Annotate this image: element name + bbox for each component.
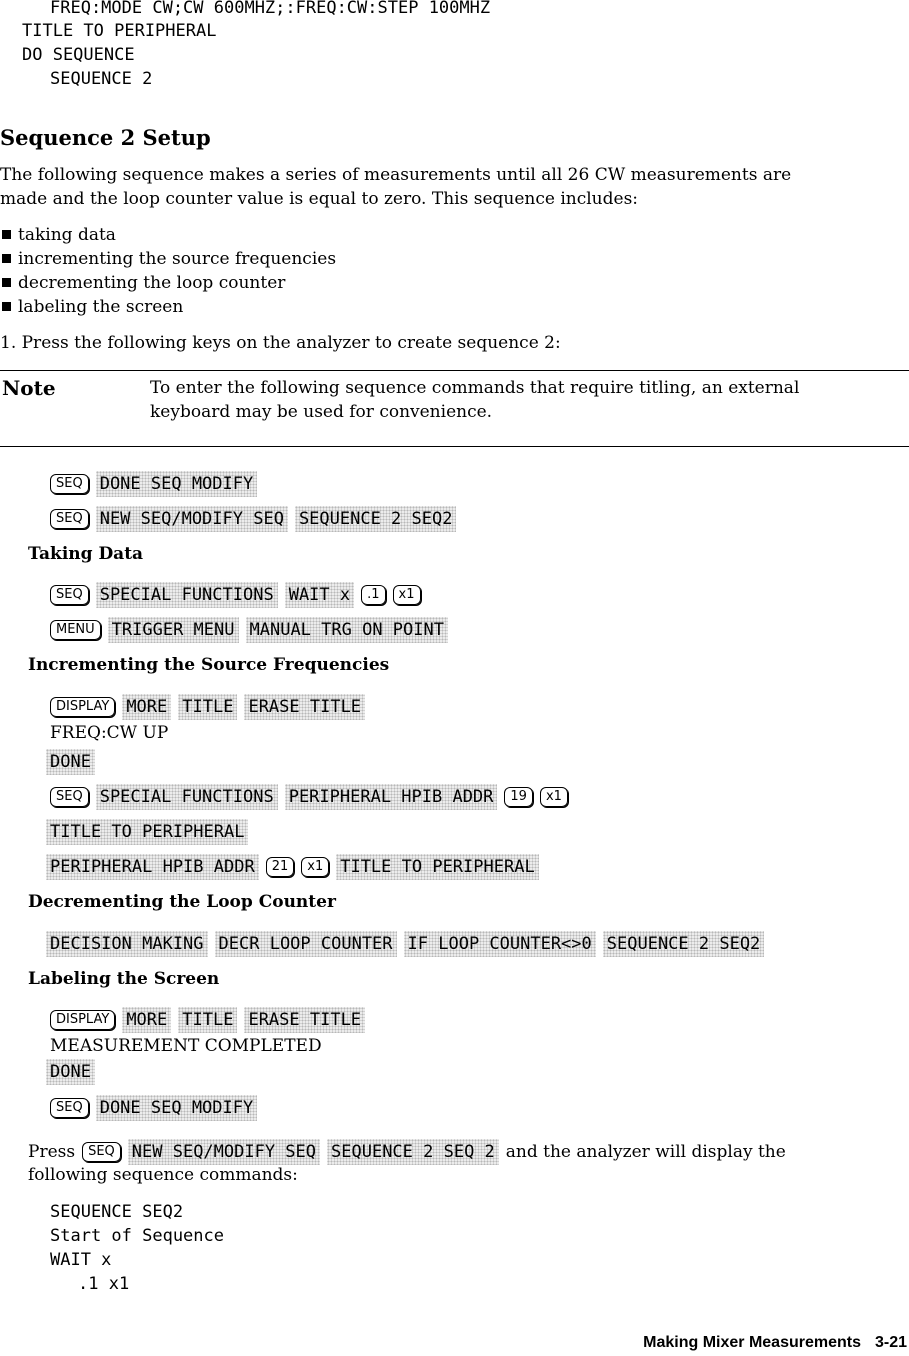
softkey-more[interactable]: MORE — [122, 694, 171, 720]
code-line: .1 x1 — [78, 1274, 130, 1294]
typed-title: MEASUREMENT COMPLETED — [50, 1036, 322, 1056]
subheading: Decrementing the Loop Counter — [28, 892, 336, 912]
key-sequence — [50, 1095, 257, 1121]
subheading: Taking Data — [28, 544, 144, 564]
key-sequence — [50, 1007, 365, 1033]
softkey-title[interactable]: TITLE — [178, 1007, 237, 1033]
softkey-new-seq-modify-seq[interactable]: NEW SEQ/MODIFY SEQ — [128, 1139, 320, 1165]
bullet-icon — [2, 278, 11, 287]
softkey-done-seq-modify[interactable]: DONE SEQ MODIFY — [96, 1095, 258, 1121]
nineteen-key[interactable]: 19 — [504, 787, 533, 807]
bullet-icon — [2, 254, 11, 263]
code-line: WAIT x — [50, 1250, 112, 1270]
code-line: Start of Sequence — [50, 1226, 224, 1246]
seq-key[interactable]: SEQ — [50, 787, 89, 807]
softkey-peripheral-hpib-addr[interactable]: PERIPHERAL HPIB ADDR — [285, 784, 498, 810]
intro-text: The following sequence makes a series of measurements until all 26 CW measurements are — [0, 165, 792, 185]
softkey-title[interactable]: TITLE — [178, 694, 237, 720]
display-key[interactable]: DISPLAY — [50, 1010, 115, 1030]
footer-title: Making Mixer Measurements — [643, 1334, 861, 1351]
softkey-title-to-peripheral[interactable]: TITLE TO PERIPHERAL — [46, 819, 248, 845]
divider — [0, 446, 909, 447]
x1-key[interactable]: x1 — [393, 585, 421, 605]
note-text: To enter the following sequence commands that require titling, an external — [150, 378, 800, 398]
list-item: incrementing the source frequencies — [2, 249, 336, 269]
softkey-done[interactable]: DONE — [46, 1059, 95, 1085]
press-instruction — [28, 1139, 786, 1165]
softkey-decr-loop-counter[interactable]: DECR LOOP COUNTER — [215, 931, 397, 957]
bullet-icon — [2, 302, 11, 311]
press-text-line2: following sequence commands: — [28, 1165, 298, 1185]
key-sequence — [46, 819, 248, 845]
key-sequence — [46, 931, 764, 957]
softkey-trigger-menu[interactable]: TRIGGER MENU — [108, 617, 239, 643]
seq-key[interactable]: SEQ — [50, 509, 89, 529]
list-item: taking data — [2, 225, 116, 245]
softkey-title-to-peripheral[interactable]: TITLE TO PERIPHERAL — [336, 854, 538, 880]
softkey-new-seq-modify-seq[interactable]: NEW SEQ/MODIFY SEQ — [96, 506, 288, 532]
softkey-erase-title[interactable]: ERASE TITLE — [244, 694, 365, 720]
softkey-if-loop-counter[interactable]: IF LOOP COUNTER<>0 — [404, 931, 596, 957]
softkey-sequence-2-seq2[interactable]: SEQUENCE 2 SEQ2 — [603, 931, 765, 957]
divider — [0, 370, 909, 371]
key-sequence — [50, 471, 257, 497]
seq-key[interactable]: SEQ — [50, 1098, 89, 1118]
softkey-special-functions[interactable]: SPECIAL FUNCTIONS — [96, 582, 278, 608]
softkey-decision-making[interactable]: DECISION MAKING — [46, 931, 208, 957]
bullet-icon — [2, 230, 11, 239]
softkey-peripheral-hpib-addr[interactable]: PERIPHERAL HPIB ADDR — [46, 854, 259, 880]
key-sequence — [50, 617, 448, 643]
x1-key[interactable]: x1 — [540, 787, 568, 807]
intro-text: made and the loop counter value is equal to zero. This sequence includes: — [0, 189, 639, 209]
code-line: DO SEQUENCE — [22, 45, 135, 65]
code-line: FREQ:MODE CW;CW 600MHZ;:FREQ:CW:STEP 100MHZ — [50, 0, 491, 18]
key-sequence — [50, 784, 568, 810]
section-title: Sequence 2 Setup — [0, 125, 211, 150]
code-line: TITLE TO PERIPHERAL — [22, 21, 217, 41]
code-line: SEQUENCE 2 — [50, 69, 153, 89]
seq-key[interactable]: SEQ — [50, 474, 89, 494]
softkey-special-functions[interactable]: SPECIAL FUNCTIONS — [96, 784, 278, 810]
step-text: 1. Press the following keys on the analyzer to create sequence 2: — [0, 333, 561, 353]
menu-key[interactable]: MENU — [50, 620, 101, 640]
list-item: labeling the screen — [2, 297, 183, 317]
softkey-manual-trg-on-point[interactable]: MANUAL TRG ON POINT — [246, 617, 448, 643]
key-sequence — [46, 854, 539, 880]
twenty-one-key[interactable]: 21 — [266, 857, 295, 877]
note-label: Note — [2, 376, 56, 400]
subheading: Labeling the Screen — [28, 969, 220, 989]
key-sequence — [46, 749, 95, 775]
softkey-wait-x[interactable]: WAIT x — [285, 582, 354, 608]
display-key[interactable]: DISPLAY — [50, 697, 115, 717]
key-sequence — [50, 506, 456, 532]
seq-key[interactable]: SEQ — [50, 585, 89, 605]
softkey-done[interactable]: DONE — [46, 749, 95, 775]
page-number: 3-21 — [874, 1334, 907, 1351]
seq-key[interactable]: SEQ — [82, 1142, 121, 1162]
softkey-more[interactable]: MORE — [122, 1007, 171, 1033]
press-text: Press — [28, 1142, 76, 1162]
key-sequence — [50, 582, 421, 608]
subheading: Incrementing the Source Frequencies — [28, 655, 390, 675]
softkey-done-seq-modify[interactable]: DONE SEQ MODIFY — [96, 471, 258, 497]
typed-title: FREQ:CW UP — [50, 723, 169, 743]
softkey-erase-title[interactable]: ERASE TITLE — [244, 1007, 365, 1033]
key-sequence — [46, 1059, 95, 1085]
softkey-sequence-2-seq-2[interactable]: SEQUENCE 2 SEQ 2 — [327, 1139, 499, 1165]
press-tail-text: and the analyzer will display the — [505, 1142, 786, 1162]
list-item: decrementing the loop counter — [2, 273, 285, 293]
point-one-key[interactable]: .1 — [361, 585, 385, 605]
key-sequence — [50, 694, 365, 720]
softkey-sequence-2-seq2[interactable]: SEQUENCE 2 SEQ2 — [295, 506, 457, 532]
code-line: SEQUENCE SEQ2 — [50, 1202, 184, 1222]
x1-key[interactable]: x1 — [301, 857, 329, 877]
note-text: keyboard may be used for convenience. — [150, 402, 493, 422]
